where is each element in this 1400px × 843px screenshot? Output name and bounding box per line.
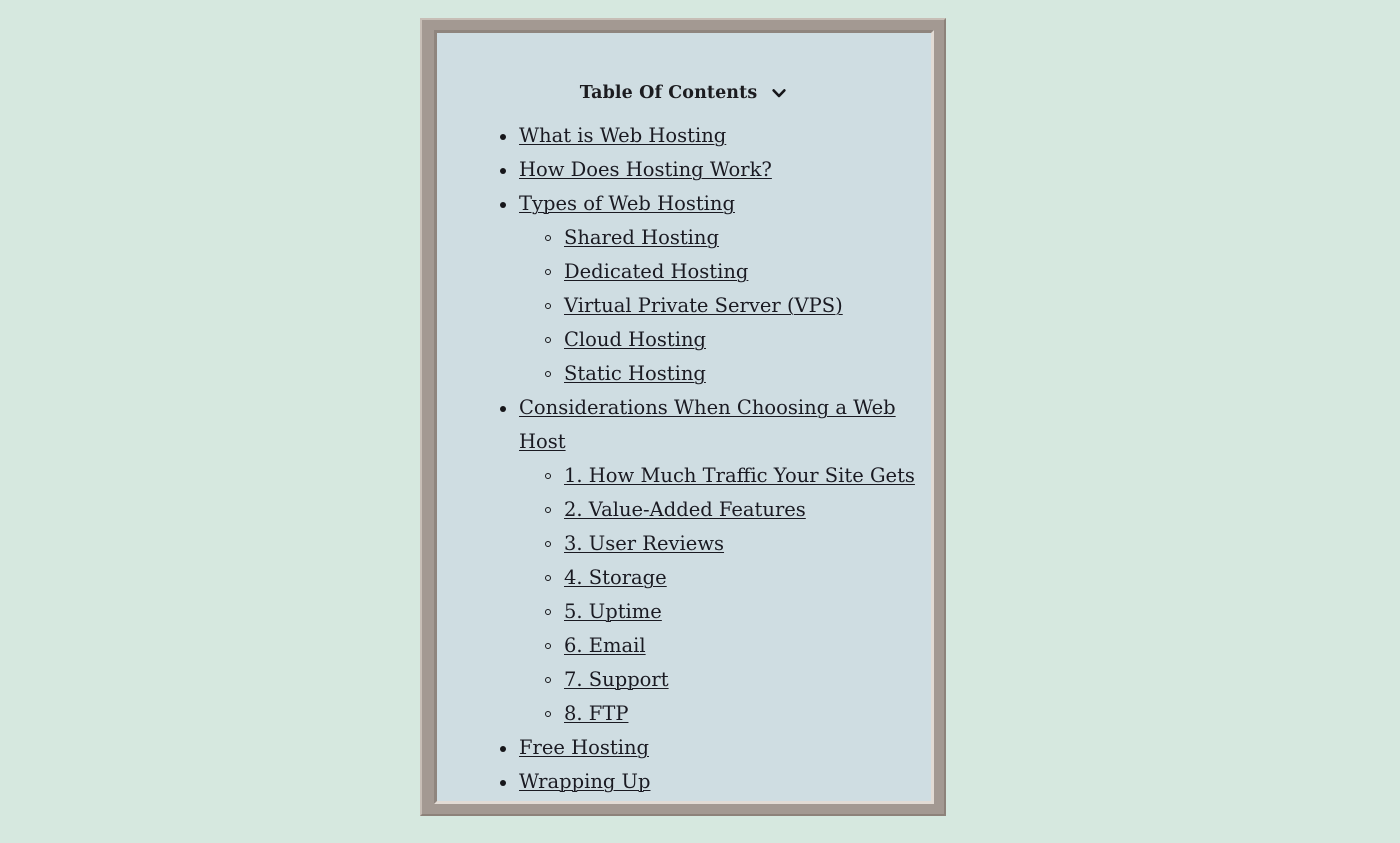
list-item[interactable] bbox=[542, 323, 931, 357]
list-item[interactable] bbox=[542, 289, 931, 323]
list-item[interactable] bbox=[497, 765, 931, 799]
list-item[interactable] bbox=[542, 357, 931, 391]
toc-link[interactable]: What is Web Hosting bbox=[519, 124, 727, 147]
toc-sublist bbox=[542, 459, 931, 731]
list-item[interactable] bbox=[542, 493, 931, 527]
toc-link[interactable]: 5. Uptime bbox=[564, 600, 662, 623]
toc-link[interactable]: Free Hosting bbox=[519, 736, 649, 759]
list-item[interactable] bbox=[497, 153, 931, 187]
toc-list bbox=[497, 119, 931, 799]
list-item[interactable] bbox=[497, 187, 931, 221]
list-item[interactable] bbox=[542, 255, 931, 289]
toc-link[interactable]: 1. How Much Traffic Your Site Gets bbox=[564, 464, 915, 487]
toc-link[interactable]: Types of Web Hosting bbox=[519, 192, 735, 215]
list-item[interactable] bbox=[542, 629, 931, 663]
toc-link[interactable]: 4. Storage bbox=[564, 566, 667, 589]
toc-link[interactable]: Virtual Private Server (VPS) bbox=[564, 294, 843, 317]
chevron-down-icon[interactable] bbox=[770, 84, 788, 102]
toc-sublist-container bbox=[497, 221, 931, 391]
toc-header[interactable] bbox=[437, 83, 931, 103]
toc-link[interactable]: How Does Hosting Work? bbox=[519, 158, 772, 181]
list-item[interactable] bbox=[497, 391, 931, 459]
list-item[interactable] bbox=[542, 697, 931, 731]
toc-link[interactable]: 6. Email bbox=[564, 634, 646, 657]
list-item[interactable] bbox=[542, 561, 931, 595]
table-of-contents-panel bbox=[434, 30, 934, 804]
toc-sublist bbox=[542, 221, 931, 391]
toc-link[interactable]: 8. FTP bbox=[564, 702, 629, 725]
toc-link[interactable]: 3. User Reviews bbox=[564, 532, 725, 555]
list-item[interactable] bbox=[542, 595, 931, 629]
toc-link[interactable]: 2. Value-Added Features bbox=[564, 498, 806, 521]
toc-link[interactable]: Dedicated Hosting bbox=[564, 260, 749, 283]
toc-link[interactable]: Shared Hosting bbox=[564, 226, 719, 249]
list-item[interactable] bbox=[497, 119, 931, 153]
toc-link[interactable]: Cloud Hosting bbox=[564, 328, 707, 351]
page-title: Table Of Contents bbox=[579, 83, 758, 103]
list-item[interactable] bbox=[542, 459, 931, 493]
toc-link[interactable]: Static Hosting bbox=[564, 362, 706, 385]
list-item[interactable] bbox=[542, 527, 931, 561]
toc-sublist-container bbox=[497, 459, 931, 731]
list-item[interactable] bbox=[542, 221, 931, 255]
toc-link[interactable]: 7. Support bbox=[564, 668, 669, 691]
list-item[interactable] bbox=[497, 731, 931, 765]
toc-link[interactable]: Considerations When Choosing a Web Host bbox=[519, 396, 896, 453]
toc-link[interactable]: Wrapping Up bbox=[519, 770, 651, 793]
list-item[interactable] bbox=[542, 663, 931, 697]
